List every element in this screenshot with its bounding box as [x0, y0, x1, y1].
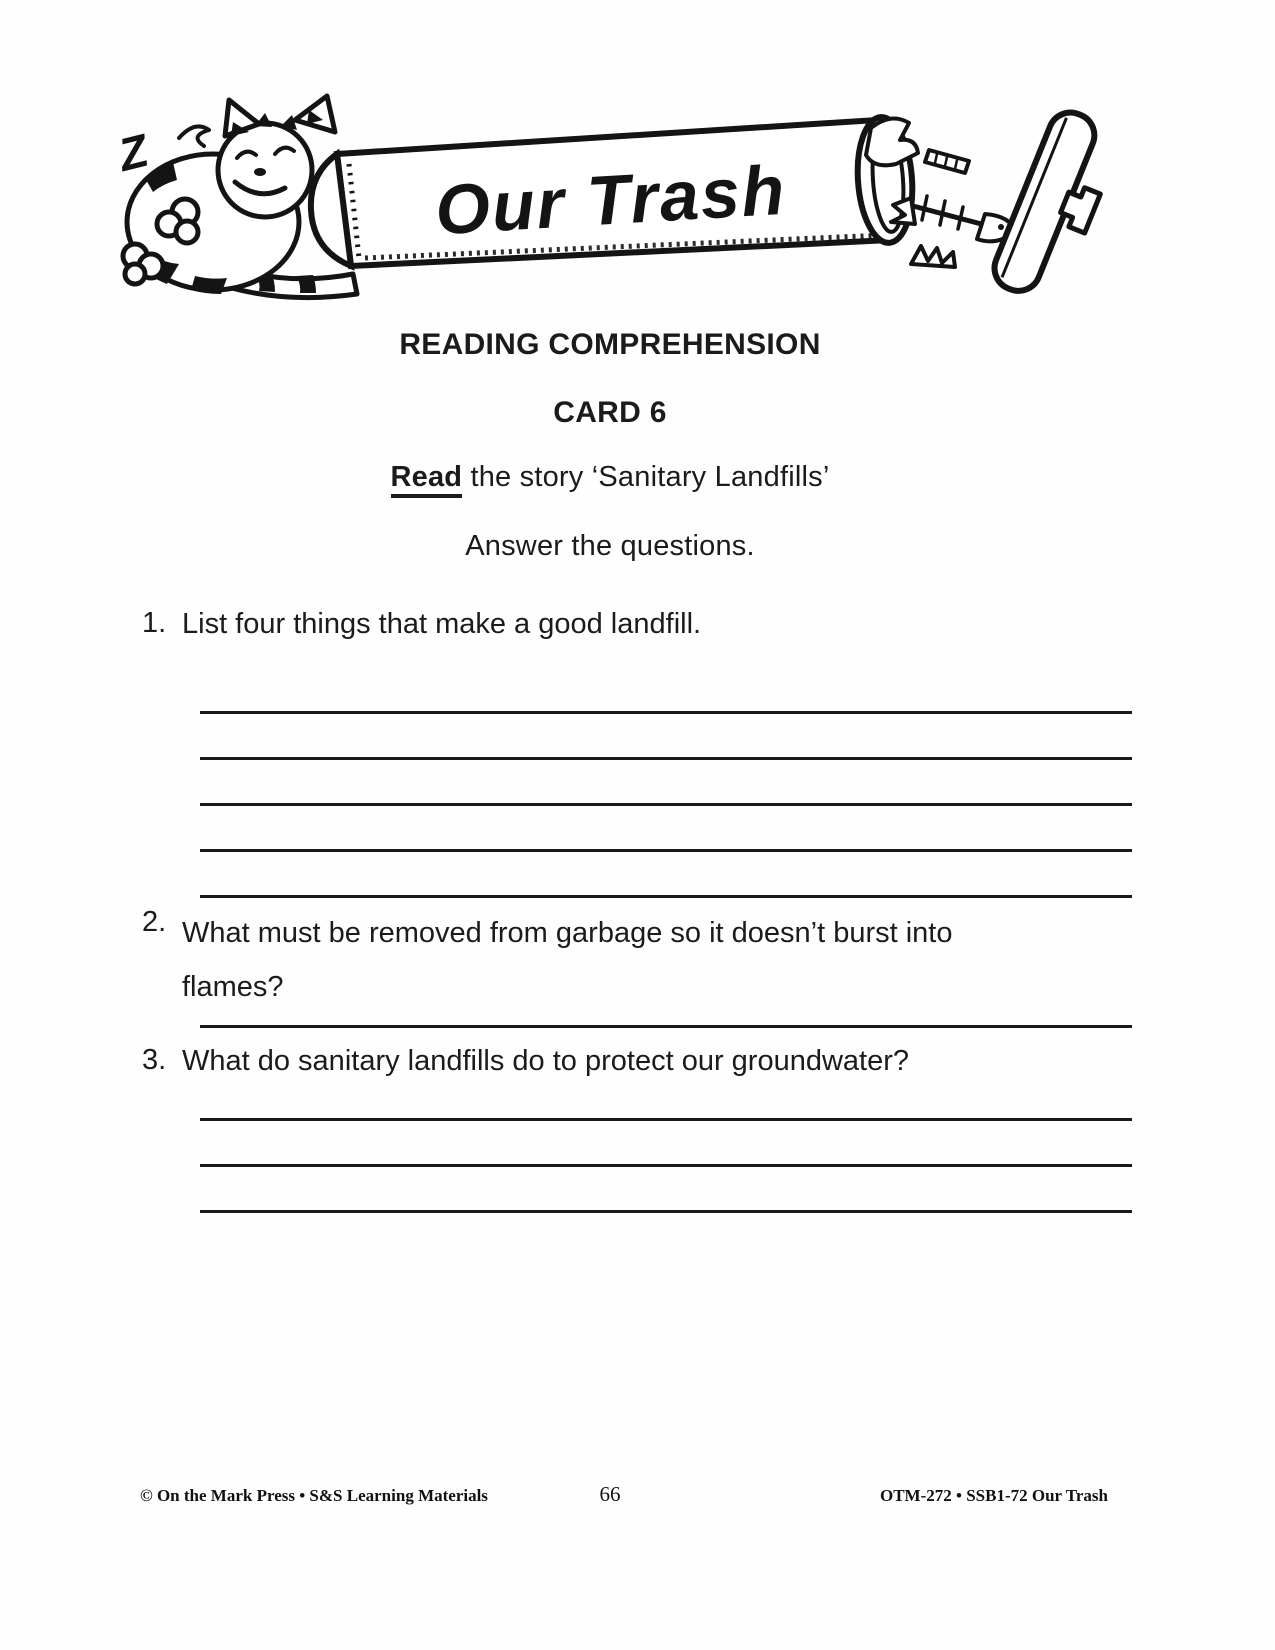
question-text: What must be removed from garbage so it doesn’t burst into flames?	[182, 917, 953, 1003]
answer-line[interactable]	[200, 1164, 1132, 1167]
card-heading: CARD 6	[553, 396, 667, 429]
answer-line[interactable]	[200, 849, 1132, 852]
question-number: 2.	[142, 906, 167, 938]
instruction-read-rest: the story ‘Sanitary Landfills’	[462, 461, 830, 493]
answer-line[interactable]	[200, 757, 1132, 760]
read-word: Read	[391, 461, 463, 498]
question-3	[142, 1044, 1082, 1078]
answer-lines-q3	[200, 1118, 1132, 1256]
answer-line[interactable]	[200, 711, 1132, 714]
page-title: READING COMPREHENSION	[399, 328, 821, 361]
header-illustration	[105, 108, 1105, 303]
instruction-read	[0, 461, 1220, 494]
footer-copyright: © On the Mark Press • S&S Learning Materials	[140, 1486, 488, 1505]
footer-page-number: 66	[599, 1482, 621, 1506]
footer-code: OTM-272 • SSB1-72 Our Trash	[880, 1486, 1108, 1505]
answer-line[interactable]	[200, 803, 1132, 806]
question-2	[142, 906, 1027, 1014]
question-number: 1.	[142, 607, 167, 639]
question-text: List four things that make a good landfill.	[182, 608, 702, 640]
sleep-z-glyph: Z	[113, 123, 154, 182]
question-text: What do sanitary landfills do to protect our groundwater?	[182, 1045, 910, 1077]
answer-line[interactable]	[200, 895, 1132, 898]
instruction-answer: Answer the questions.	[465, 530, 755, 562]
trash-lid-icon	[988, 106, 1125, 307]
answer-line[interactable]	[200, 1210, 1132, 1213]
question-1	[142, 607, 1082, 641]
banner-title: Our Trash	[433, 150, 789, 250]
question-number: 3.	[142, 1044, 167, 1076]
answer-line[interactable]	[200, 1118, 1132, 1121]
answer-line[interactable]	[200, 1025, 1132, 1028]
